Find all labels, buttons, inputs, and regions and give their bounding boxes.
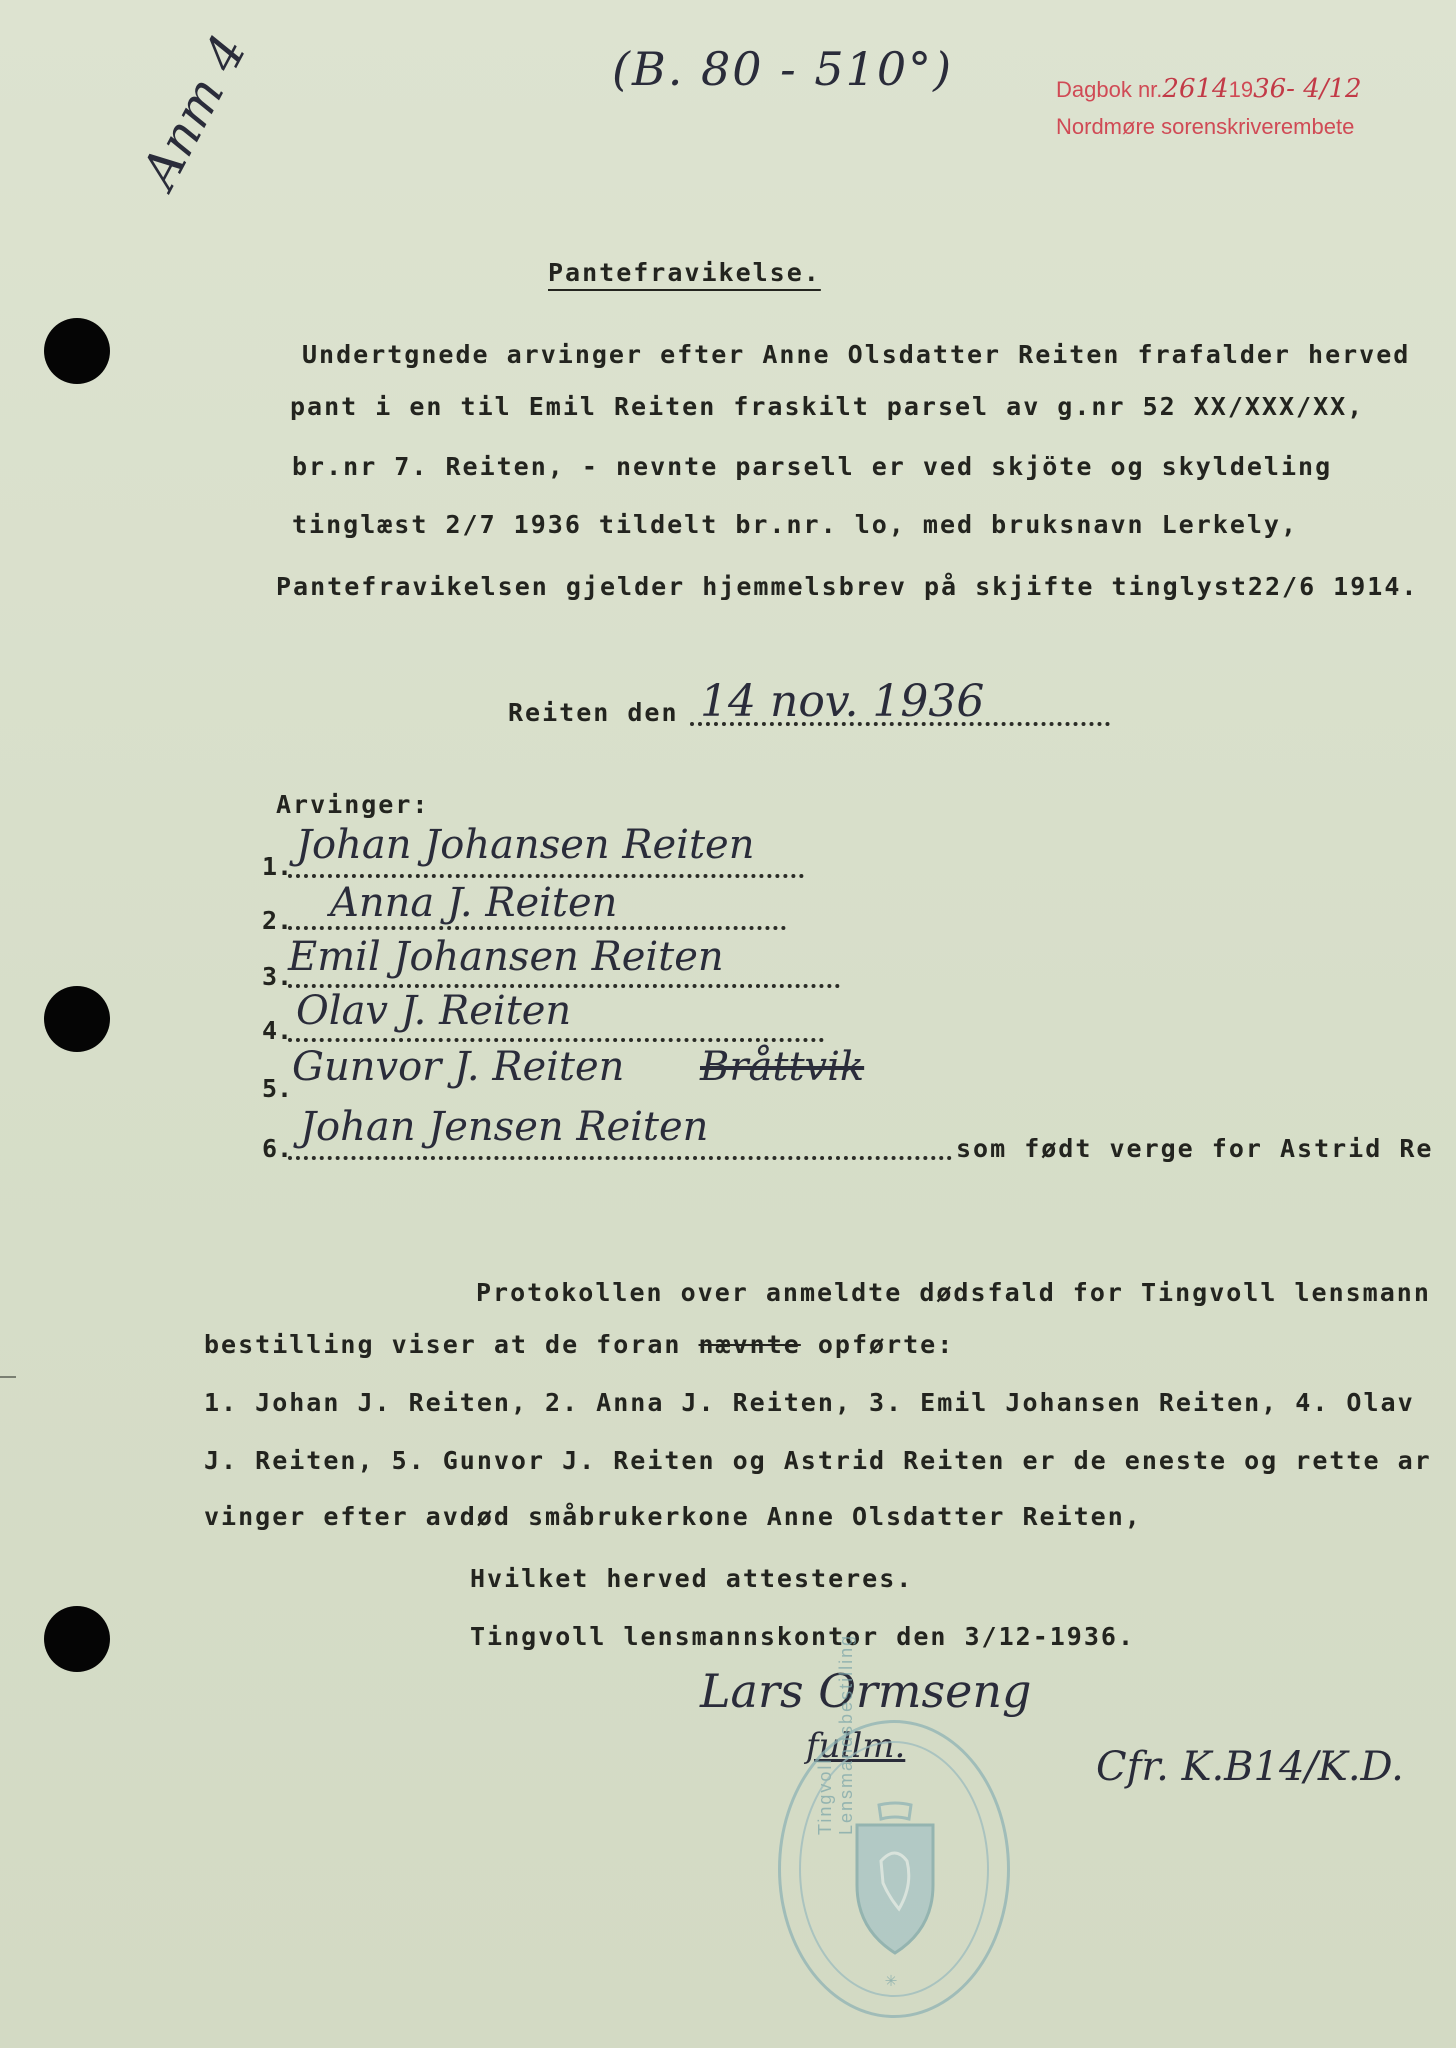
journal-year-suffix: 36 [1253,74,1287,104]
heir-number: 5. [262,1074,293,1103]
signature-line [288,1038,824,1042]
signature-title: fullm. [806,1726,906,1766]
paragraph2-line: Protokollen over anmeldte dødsfald for Tingvoll lensmann [476,1278,1431,1307]
place-date-value: 14 nov. 1936 [700,676,985,727]
paragraph1-line: Pantefravikelsen gjelder hjemmelsbrev på skjifte tinglyst22/6 1914. [276,572,1419,601]
paragraph1-line: br.nr 7. Reiten, - nevnte parsell er ved skjöte og skyldeling [292,452,1333,481]
heir-signature: Johan Jensen Reiten [300,1104,709,1150]
signature-line [288,874,804,878]
paragraph2-line [204,1330,954,1359]
cross-reference-note: Cfr. K.B14/K.D. [1096,1744,1404,1790]
punch-hole [44,986,110,1052]
signature-line [288,926,786,930]
paragraph2-line: vinger efter avdød småbrukerkone Anne Olsdatter Reiten, [204,1502,1142,1531]
punch-hole [44,318,110,384]
attest-line: Hvilket herved attesteres. [470,1564,914,1593]
journal-stamp-line1 [1056,74,1362,104]
star-icon: ✳ [885,1967,898,1991]
journal-date: - 4/12 [1286,74,1362,104]
reference-number: (B. 80 - 510°) [612,42,954,96]
paragraph1-line: Undertgnede arvinger efter Anne Olsdatter Reiten frafalder herved [302,340,1411,369]
struck-name: Bråttvik [700,1044,865,1090]
paragraph2-line: 1. Johan J. Reiten, 2. Anna J. Reiten, 3. Emil Johansen Reiten, 4. Olav [204,1388,1415,1417]
margin-note: Anm 4 [130,25,258,198]
paragraph2-text: opførte: [800,1330,955,1359]
journal-year-prefix: 19 [1228,77,1254,102]
punch-hole [44,1606,110,1672]
signature-line [288,1156,952,1160]
heir-signature: Emil Johansen Reiten [288,934,724,980]
paragraph1-line: pant i en til Emil Reiten fraskilt parsel av g.nr 52 XX/XXX/XX, [290,392,1365,421]
heir-signature: Gunvor J. Reiten [292,1044,625,1090]
official-seal: Tingvoll Lensmandsbestilling ✳ [778,1720,1010,2018]
heir-number: 6. [262,1134,293,1163]
heir-number: 1. [262,852,293,881]
fold-mark [0,1376,16,1378]
attest-place-date: Tingvoll lensmannskontor den 3/12-1936. [470,1622,1135,1651]
heir-number: 3. [262,962,293,991]
date-dotted-line [690,722,1110,726]
heir-number: 4. [262,1016,293,1045]
heir-signature: Johan Johansen Reiten [296,822,755,868]
heir-signature: Anna J. Reiten [330,880,618,926]
journal-stamp-line2: Nordmøre sorenskriverembete [1056,114,1355,139]
document-title: Pantefravikelse. [548,258,821,287]
paragraph2-text: bestilling viser at de foran [204,1330,699,1359]
journal-entry-number: 2614 [1162,74,1229,104]
struck-word: nævnte [698,1330,801,1359]
place-date-label: Reiten den [508,698,679,727]
paragraph1-line: tinglæst 2/7 1936 tildelt br.nr. lo, med bruksnavn Lerkely, [292,510,1299,539]
journal-stamp-prefix: Dagbok nr. [1056,77,1163,102]
heirs-label: Arvinger: [276,790,430,819]
heir-signature: Olav J. Reiten [296,988,572,1034]
official-signature: Lars Ormseng [700,1664,1032,1718]
heir-number: 2. [262,906,293,935]
lion-shield-icon [849,1801,941,1961]
paragraph2-line: J. Reiten, 5. Gunvor J. Reiten og Astrid Reiten er de eneste og rette ar [204,1446,1432,1475]
guardian-note: som født verge for Astrid Re [956,1134,1434,1163]
